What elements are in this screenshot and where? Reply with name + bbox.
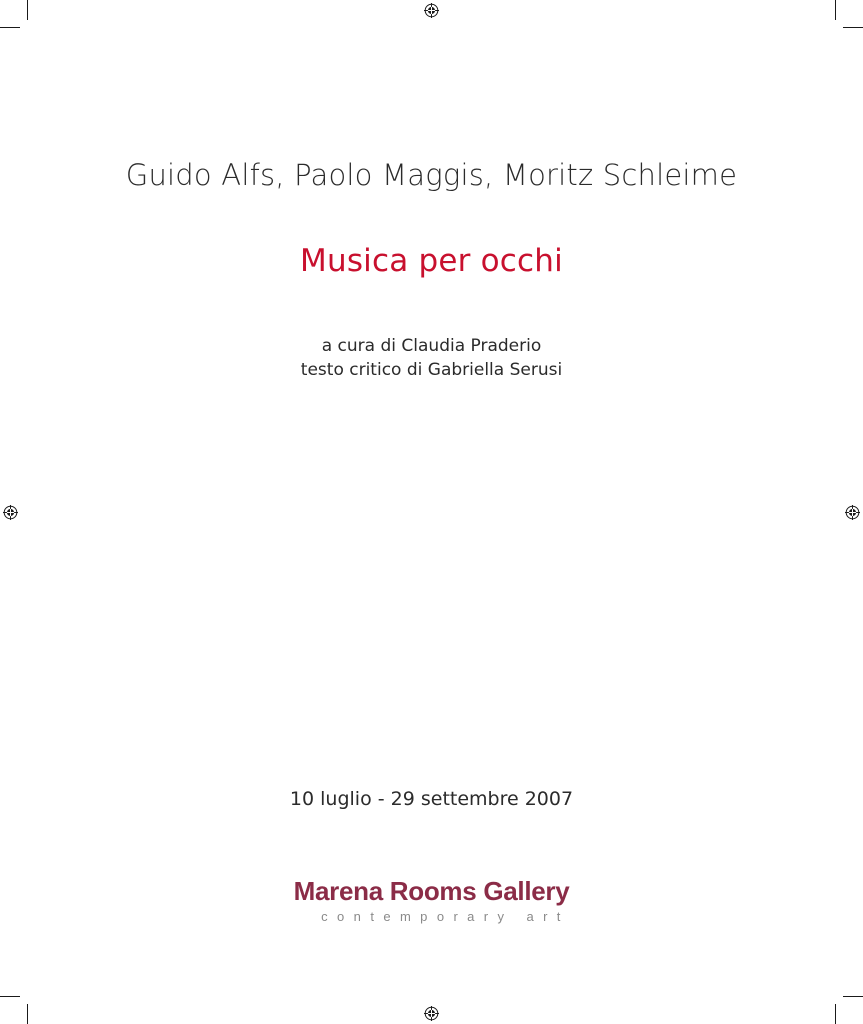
crop-mark-bottom-right-vertical: [835, 1004, 836, 1024]
crop-mark-top-left-horizontal: [0, 27, 20, 28]
crop-mark-top-left-vertical: [27, 0, 28, 20]
registration-mark-icon: [845, 505, 860, 520]
crop-mark-top-right-vertical: [835, 0, 836, 20]
artists-heading: Guido Alfs, Paolo Maggis, Moritz Schleime: [125, 158, 738, 192]
gallery-name: Marena Rooms Gallery: [293, 876, 570, 906]
registration-mark-icon: [3, 505, 18, 520]
crop-mark-top-right-horizontal: [843, 27, 863, 28]
critic-credit: testo critico di Gabriella Serusi: [300, 360, 563, 380]
curator-credit: a cura di Claudia Praderio: [321, 336, 542, 356]
registration-mark-icon: [424, 3, 439, 18]
registration-mark-icon: [424, 1006, 439, 1021]
crop-mark-bottom-left-vertical: [27, 1004, 28, 1024]
crop-mark-bottom-right-horizontal: [843, 996, 863, 997]
exhibition-title: Musica per occhi: [300, 243, 563, 279]
gallery-tagline: contemporary art: [321, 909, 570, 924]
crop-mark-bottom-left-horizontal: [0, 996, 20, 997]
exhibition-dates: 10 luglio - 29 settembre 2007: [289, 788, 574, 810]
